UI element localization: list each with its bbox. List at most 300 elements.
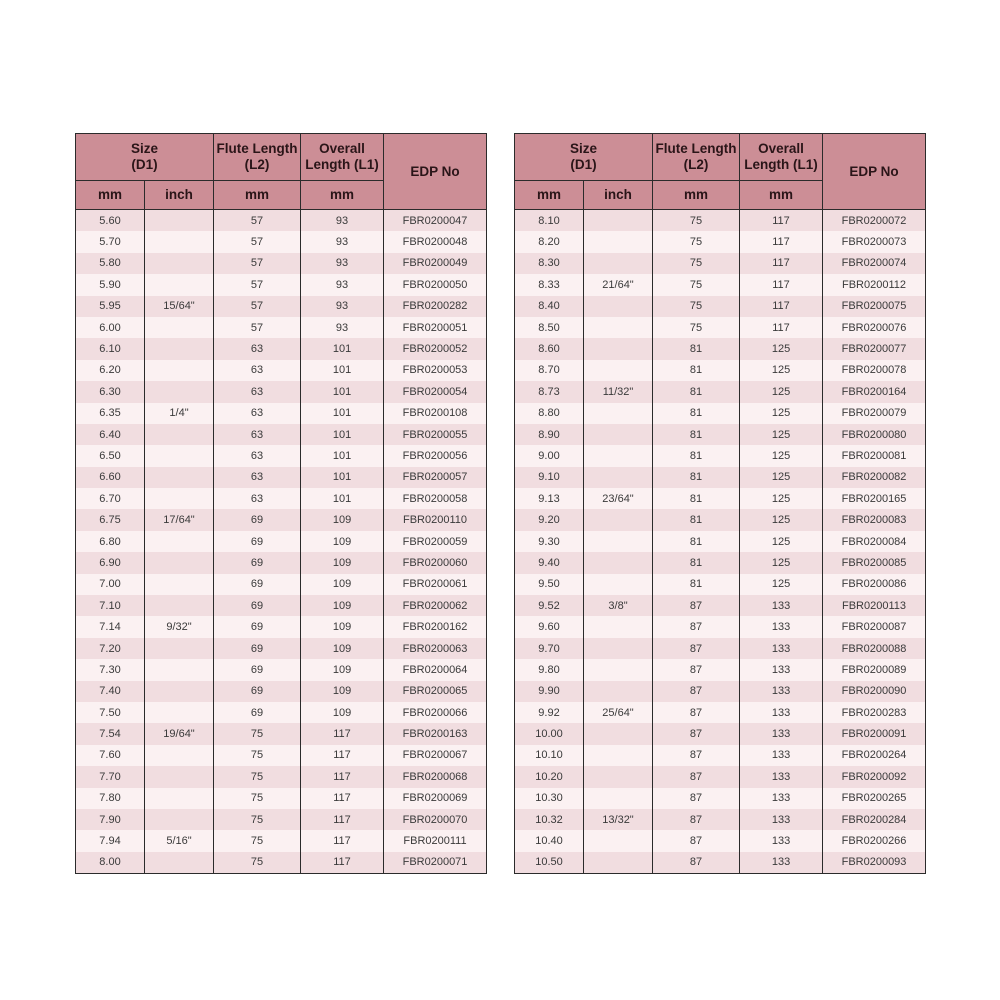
cell-overall-length: 125 (740, 552, 823, 573)
cell-diameter-mm: 10.40 (515, 830, 584, 851)
cell-diameter-mm: 6.80 (76, 531, 145, 552)
cell-diameter-inch (145, 788, 214, 809)
cell-flute-length: 87 (653, 595, 740, 616)
cell-diameter-inch (584, 616, 653, 637)
cell-overall-length: 101 (301, 403, 384, 424)
cell-diameter-inch (584, 231, 653, 252)
cell-diameter-mm: 7.54 (76, 723, 145, 744)
header-size-sub: (D1) (131, 157, 158, 172)
header-flute-sub: (L2) (683, 157, 709, 172)
cell-diameter-inch: 11/32" (584, 381, 653, 402)
cell-edp-no: FBR0200063 (384, 638, 487, 659)
cell-diameter-mm: 7.60 (76, 745, 145, 766)
cell-overall-length: 117 (740, 210, 823, 232)
cell-overall-length: 133 (740, 616, 823, 637)
cell-flute-length: 57 (214, 317, 301, 338)
cell-overall-length: 109 (301, 616, 384, 637)
cell-edp-no: FBR0200069 (384, 788, 487, 809)
header-unit-mm: mm (653, 181, 740, 210)
cell-edp-no: FBR0200064 (384, 659, 487, 680)
cell-edp-no: FBR0200282 (384, 296, 487, 317)
cell-flute-length: 69 (214, 574, 301, 595)
table-row (515, 809, 926, 830)
cell-edp-no: FBR0200084 (823, 531, 926, 552)
cell-diameter-mm: 9.52 (515, 595, 584, 616)
cell-flute-length: 87 (653, 809, 740, 830)
cell-edp-no: FBR0200051 (384, 317, 487, 338)
table-row (515, 745, 926, 766)
table-row (515, 467, 926, 488)
cell-edp-no: FBR0200073 (823, 231, 926, 252)
cell-edp-no: FBR0200092 (823, 766, 926, 787)
table-row (515, 231, 926, 252)
cell-edp-no: FBR0200062 (384, 595, 487, 616)
cell-overall-length: 109 (301, 595, 384, 616)
cell-diameter-mm: 9.92 (515, 702, 584, 723)
cell-edp-no: FBR0200283 (823, 702, 926, 723)
cell-edp-no: FBR0200079 (823, 403, 926, 424)
cell-diameter-mm: 8.50 (515, 317, 584, 338)
cell-edp-no: FBR0200050 (384, 274, 487, 295)
cell-diameter-inch (145, 659, 214, 680)
cell-overall-length: 125 (740, 574, 823, 595)
cell-flute-length: 87 (653, 766, 740, 787)
cell-flute-length: 69 (214, 659, 301, 680)
cell-overall-length: 133 (740, 638, 823, 659)
cell-diameter-mm: 10.00 (515, 723, 584, 744)
cell-overall-length: 109 (301, 531, 384, 552)
table-row (76, 317, 487, 338)
table-row (515, 445, 926, 466)
cell-diameter-inch (145, 467, 214, 488)
cell-overall-length: 125 (740, 381, 823, 402)
table-row (76, 381, 487, 402)
header-flute-title: Flute Length (655, 141, 737, 156)
cell-diameter-inch (584, 445, 653, 466)
cell-overall-length: 109 (301, 509, 384, 530)
cell-diameter-inch (584, 403, 653, 424)
cell-overall-length: 117 (301, 766, 384, 787)
cell-diameter-mm: 5.60 (76, 210, 145, 232)
table-row (76, 595, 487, 616)
cell-overall-length: 133 (740, 809, 823, 830)
cell-overall-length: 109 (301, 638, 384, 659)
table-row (76, 766, 487, 787)
cell-edp-no: FBR0200080 (823, 424, 926, 445)
cell-diameter-inch (584, 766, 653, 787)
cell-edp-no: FBR0200088 (823, 638, 926, 659)
cell-flute-length: 87 (653, 830, 740, 851)
cell-flute-length: 69 (214, 595, 301, 616)
cell-edp-no: FBR0200055 (384, 424, 487, 445)
header-size-title: Size (131, 141, 159, 156)
cell-flute-length: 81 (653, 360, 740, 381)
cell-edp-no: FBR0200089 (823, 659, 926, 680)
cell-diameter-inch (584, 788, 653, 809)
cell-overall-length: 109 (301, 702, 384, 723)
cell-diameter-mm: 7.00 (76, 574, 145, 595)
cell-edp-no: FBR0200075 (823, 296, 926, 317)
cell-diameter-inch (145, 681, 214, 702)
cell-diameter-mm: 6.50 (76, 445, 145, 466)
table-row (515, 659, 926, 680)
cell-edp-no: FBR0200111 (384, 830, 487, 851)
cell-diameter-mm: 9.80 (515, 659, 584, 680)
table-row (515, 488, 926, 509)
cell-flute-length: 63 (214, 381, 301, 402)
cell-overall-length: 117 (301, 788, 384, 809)
cell-diameter-mm: 9.90 (515, 681, 584, 702)
cell-overall-length: 117 (740, 274, 823, 295)
cell-edp-no: FBR0200108 (384, 403, 487, 424)
cell-diameter-mm: 8.00 (76, 852, 145, 874)
cell-edp-no: FBR0200061 (384, 574, 487, 595)
cell-diameter-mm: 8.40 (515, 296, 584, 317)
cell-diameter-inch (584, 723, 653, 744)
cell-flute-length: 57 (214, 274, 301, 295)
table-row (76, 403, 487, 424)
header-unit-mm: mm (214, 181, 301, 210)
cell-flute-length: 69 (214, 638, 301, 659)
cell-flute-length: 69 (214, 552, 301, 573)
cell-diameter-mm: 9.10 (515, 467, 584, 488)
cell-flute-length: 57 (214, 296, 301, 317)
cell-diameter-mm: 7.80 (76, 788, 145, 809)
cell-flute-length: 81 (653, 488, 740, 509)
cell-overall-length: 125 (740, 531, 823, 552)
table-row (76, 745, 487, 766)
cell-diameter-mm: 8.10 (515, 210, 584, 232)
cell-flute-length: 63 (214, 403, 301, 424)
header-edp-no: EDP No (823, 134, 926, 210)
cell-flute-length: 75 (214, 745, 301, 766)
cell-diameter-mm: 5.90 (76, 274, 145, 295)
cell-flute-length: 75 (214, 852, 301, 874)
header-flute-sub: (L2) (244, 157, 270, 172)
cell-edp-no: FBR0200081 (823, 445, 926, 466)
cell-diameter-mm: 5.95 (76, 296, 145, 317)
cell-overall-length: 101 (301, 488, 384, 509)
table-row (76, 616, 487, 637)
cell-edp-no: FBR0200091 (823, 723, 926, 744)
cell-diameter-inch (145, 595, 214, 616)
cell-edp-no: FBR0200053 (384, 360, 487, 381)
cell-overall-length: 101 (301, 424, 384, 445)
table-row (76, 788, 487, 809)
cell-flute-length: 57 (214, 210, 301, 232)
header-unit-mm: mm (515, 181, 584, 210)
header-unit-inch: inch (584, 181, 653, 210)
cell-diameter-mm: 10.30 (515, 788, 584, 809)
cell-diameter-inch (145, 317, 214, 338)
cell-diameter-inch: 25/64" (584, 702, 653, 723)
cell-flute-length: 69 (214, 616, 301, 637)
cell-flute-length: 69 (214, 702, 301, 723)
cell-diameter-inch (584, 467, 653, 488)
cell-flute-length: 87 (653, 616, 740, 637)
cell-overall-length: 125 (740, 445, 823, 466)
table-row (76, 488, 487, 509)
cell-overall-length: 101 (301, 338, 384, 359)
cell-diameter-inch (145, 766, 214, 787)
cell-diameter-mm: 7.90 (76, 809, 145, 830)
cell-diameter-inch (145, 638, 214, 659)
cell-overall-length: 117 (740, 296, 823, 317)
table-row (76, 574, 487, 595)
cell-flute-length: 75 (653, 231, 740, 252)
cell-overall-length: 133 (740, 766, 823, 787)
cell-overall-length: 125 (740, 488, 823, 509)
table-row (76, 852, 487, 874)
cell-flute-length: 81 (653, 338, 740, 359)
cell-flute-length: 87 (653, 659, 740, 680)
cell-diameter-mm: 6.10 (76, 338, 145, 359)
cell-diameter-mm: 6.20 (76, 360, 145, 381)
cell-edp-no: FBR0200284 (823, 809, 926, 830)
table-row (515, 317, 926, 338)
table-row (76, 809, 487, 830)
cell-diameter-inch (584, 424, 653, 445)
table-row (515, 788, 926, 809)
header-unit-mm: mm (76, 181, 145, 210)
cell-diameter-mm: 6.60 (76, 467, 145, 488)
cell-overall-length: 133 (740, 681, 823, 702)
cell-flute-length: 75 (653, 253, 740, 274)
cell-edp-no: FBR0200264 (823, 745, 926, 766)
cell-flute-length: 63 (214, 467, 301, 488)
table-row (76, 702, 487, 723)
cell-diameter-inch (145, 360, 214, 381)
cell-edp-no: FBR0200078 (823, 360, 926, 381)
cell-diameter-mm: 8.73 (515, 381, 584, 402)
cell-diameter-mm: 9.50 (515, 574, 584, 595)
cell-diameter-inch: 19/64" (145, 723, 214, 744)
cell-diameter-inch (584, 574, 653, 595)
cell-diameter-inch (145, 381, 214, 402)
table-row (76, 360, 487, 381)
cell-overall-length: 93 (301, 296, 384, 317)
table-row (515, 338, 926, 359)
table-row (76, 338, 487, 359)
table-row (515, 381, 926, 402)
table-body (515, 210, 926, 874)
cell-overall-length: 133 (740, 745, 823, 766)
cell-edp-no: FBR0200067 (384, 745, 487, 766)
cell-diameter-mm: 8.20 (515, 231, 584, 252)
cell-flute-length: 75 (653, 210, 740, 232)
cell-edp-no: FBR0200165 (823, 488, 926, 509)
cell-diameter-inch (584, 745, 653, 766)
cell-flute-length: 81 (653, 424, 740, 445)
cell-overall-length: 133 (740, 830, 823, 851)
cell-edp-no: FBR0200056 (384, 445, 487, 466)
cell-diameter-inch (584, 509, 653, 530)
cell-flute-length: 87 (653, 852, 740, 874)
table-row (515, 424, 926, 445)
table-row (515, 531, 926, 552)
table-row (515, 403, 926, 424)
cell-diameter-mm: 7.14 (76, 616, 145, 637)
cell-diameter-mm: 8.70 (515, 360, 584, 381)
header-overall-length (301, 134, 384, 181)
cell-flute-length: 87 (653, 681, 740, 702)
cell-flute-length: 87 (653, 788, 740, 809)
cell-flute-length: 81 (653, 552, 740, 573)
cell-overall-length: 117 (301, 830, 384, 851)
table-row (76, 231, 487, 252)
cell-diameter-mm: 7.10 (76, 595, 145, 616)
cell-diameter-inch (584, 253, 653, 274)
cell-diameter-inch (584, 210, 653, 232)
cell-edp-no: FBR0200090 (823, 681, 926, 702)
cell-flute-length: 81 (653, 445, 740, 466)
cell-flute-length: 75 (214, 809, 301, 830)
cell-flute-length: 87 (653, 638, 740, 659)
cell-diameter-mm: 10.32 (515, 809, 584, 830)
cell-diameter-mm: 9.70 (515, 638, 584, 659)
cell-edp-no: FBR0200162 (384, 616, 487, 637)
table-row (515, 830, 926, 851)
table-row (515, 360, 926, 381)
table-row (515, 552, 926, 573)
header-flute-length (214, 134, 301, 181)
cell-diameter-inch: 13/32" (584, 809, 653, 830)
cell-flute-length: 75 (653, 296, 740, 317)
cell-overall-length: 133 (740, 852, 823, 874)
cell-overall-length: 101 (301, 360, 384, 381)
cell-overall-length: 93 (301, 231, 384, 252)
cell-overall-length: 93 (301, 253, 384, 274)
cell-diameter-mm: 8.60 (515, 338, 584, 359)
cell-flute-length: 87 (653, 702, 740, 723)
cell-edp-no: FBR0200052 (384, 338, 487, 359)
cell-diameter-inch (584, 317, 653, 338)
cell-edp-no: FBR0200163 (384, 723, 487, 744)
cell-diameter-mm: 7.20 (76, 638, 145, 659)
cell-overall-length: 125 (740, 338, 823, 359)
cell-diameter-mm: 6.35 (76, 403, 145, 424)
cell-edp-no: FBR0200047 (384, 210, 487, 232)
cell-diameter-inch: 21/64" (584, 274, 653, 295)
cell-overall-length: 125 (740, 467, 823, 488)
cell-diameter-mm: 8.90 (515, 424, 584, 445)
cell-diameter-mm: 6.00 (76, 317, 145, 338)
cell-overall-length: 117 (301, 809, 384, 830)
table-row (515, 638, 926, 659)
cell-diameter-mm: 7.70 (76, 766, 145, 787)
cell-diameter-inch: 1/4" (145, 403, 214, 424)
cell-overall-length: 125 (740, 403, 823, 424)
cell-diameter-mm: 6.70 (76, 488, 145, 509)
cell-diameter-inch (584, 338, 653, 359)
cell-overall-length: 93 (301, 210, 384, 232)
cell-diameter-mm: 8.30 (515, 253, 584, 274)
cell-edp-no: FBR0200087 (823, 616, 926, 637)
cell-overall-length: 117 (740, 317, 823, 338)
cell-edp-no: FBR0200082 (823, 467, 926, 488)
cell-flute-length: 75 (214, 723, 301, 744)
cell-overall-length: 125 (740, 360, 823, 381)
table-row (76, 424, 487, 445)
cell-edp-no: FBR0200072 (823, 210, 926, 232)
cell-edp-no: FBR0200083 (823, 509, 926, 530)
cell-edp-no: FBR0200086 (823, 574, 926, 595)
header-overall-sub: Length (L1) (305, 157, 379, 172)
header-size (515, 134, 653, 181)
cell-diameter-inch: 5/16" (145, 830, 214, 851)
table-row (515, 616, 926, 637)
cell-flute-length: 75 (214, 788, 301, 809)
cell-edp-no: FBR0200076 (823, 317, 926, 338)
cell-diameter-inch (145, 424, 214, 445)
table-row (76, 681, 487, 702)
cell-edp-no: FBR0200112 (823, 274, 926, 295)
table-row (515, 766, 926, 787)
table-row (515, 595, 926, 616)
header-unit-inch: inch (145, 181, 214, 210)
cell-diameter-inch (584, 659, 653, 680)
table-row (76, 723, 487, 744)
header-size (76, 134, 214, 181)
table-body (76, 210, 487, 874)
table-row (76, 509, 487, 530)
cell-overall-length: 117 (301, 852, 384, 874)
cell-diameter-mm: 9.30 (515, 531, 584, 552)
cell-edp-no: FBR0200070 (384, 809, 487, 830)
cell-flute-length: 75 (653, 274, 740, 295)
table-row (76, 467, 487, 488)
cell-overall-length: 117 (301, 723, 384, 744)
cell-diameter-inch (145, 745, 214, 766)
cell-overall-length: 117 (740, 231, 823, 252)
cell-diameter-inch (145, 338, 214, 359)
cell-flute-length: 69 (214, 531, 301, 552)
table-row (76, 296, 487, 317)
header-flute-title: Flute Length (216, 141, 298, 156)
cell-flute-length: 81 (653, 381, 740, 402)
header-overall-sub: Length (L1) (744, 157, 818, 172)
table-row (515, 296, 926, 317)
cell-edp-no: FBR0200066 (384, 702, 487, 723)
cell-diameter-inch (584, 552, 653, 573)
cell-edp-no: FBR0200058 (384, 488, 487, 509)
cell-diameter-mm: 6.30 (76, 381, 145, 402)
cell-edp-no: FBR0200077 (823, 338, 926, 359)
table-row (76, 659, 487, 680)
cell-overall-length: 109 (301, 574, 384, 595)
cell-flute-length: 63 (214, 488, 301, 509)
cell-overall-length: 109 (301, 681, 384, 702)
cell-flute-length: 63 (214, 445, 301, 466)
header-unit-mm: mm (740, 181, 823, 210)
cell-edp-no: FBR0200057 (384, 467, 487, 488)
cell-diameter-inch (145, 231, 214, 252)
cell-overall-length: 101 (301, 381, 384, 402)
cell-edp-no: FBR0200065 (384, 681, 487, 702)
cell-edp-no: FBR0200060 (384, 552, 487, 573)
cell-overall-length: 101 (301, 445, 384, 466)
cell-diameter-inch (145, 809, 214, 830)
cell-overall-length: 93 (301, 317, 384, 338)
table-row (515, 253, 926, 274)
cell-overall-length: 133 (740, 788, 823, 809)
cell-flute-length: 69 (214, 509, 301, 530)
cell-diameter-inch: 23/64" (584, 488, 653, 509)
cell-diameter-inch (145, 574, 214, 595)
table-row (76, 274, 487, 295)
cell-flute-length: 75 (214, 830, 301, 851)
cell-diameter-inch (145, 852, 214, 874)
